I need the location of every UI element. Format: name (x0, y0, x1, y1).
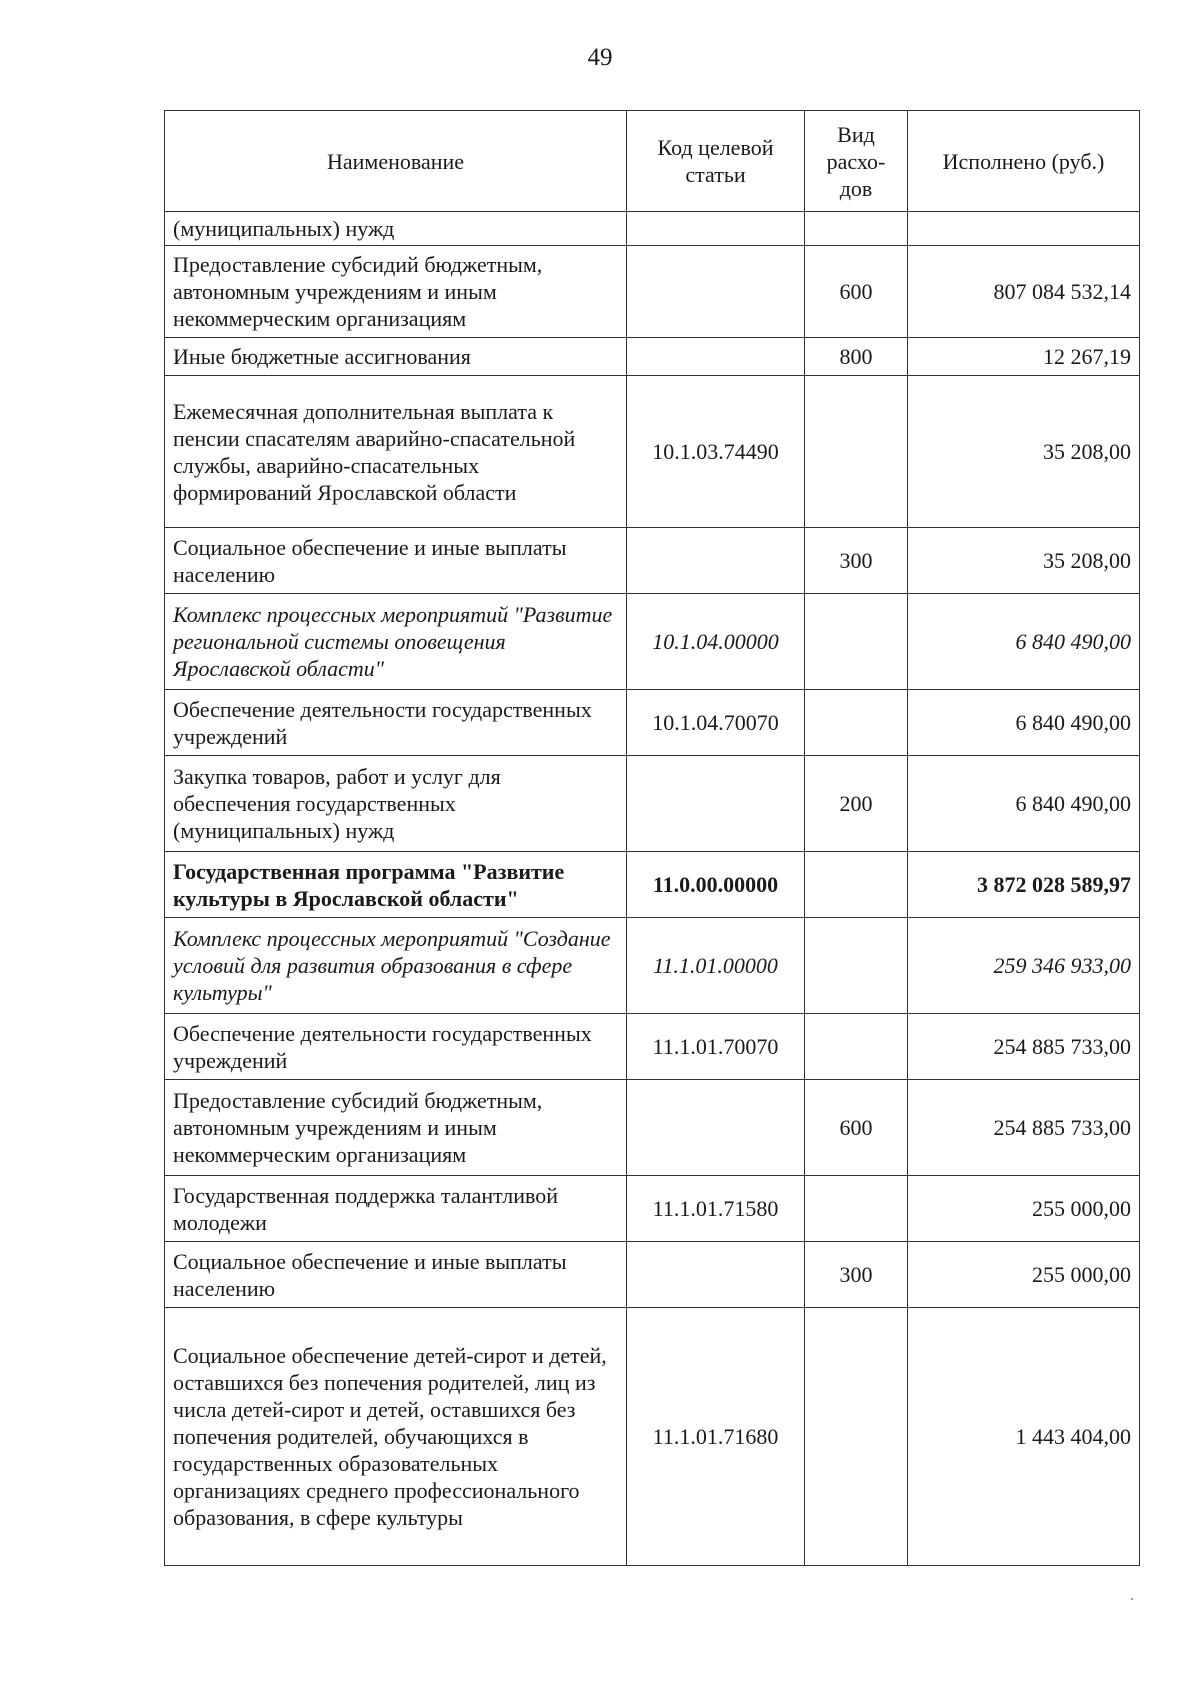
cell-name: Закупка товаров, работ и услуг для обеспечения государственных (муниципальных) нужд (165, 756, 627, 852)
cell-kind (805, 1308, 908, 1566)
table-row (165, 918, 1140, 1014)
cell-name: Ежемесячная дополнительная выплата к пенсии спасателям аварийно-спасательной службы, аварийно-спасательных формирований Ярославской области (165, 376, 627, 528)
cell-kind: 600 (805, 246, 908, 338)
cell-kind (805, 376, 908, 528)
cell-kind (805, 852, 908, 918)
table-row (165, 690, 1140, 756)
cell-sum (908, 212, 1140, 246)
cell-kind: 800 (805, 338, 908, 376)
cell-kind (805, 594, 908, 690)
cell-kind (805, 212, 908, 246)
cell-sum: 6 840 490,00 (908, 690, 1140, 756)
cell-sum: 255 000,00 (908, 1242, 1140, 1308)
cell-sum: 1 443 404,00 (908, 1308, 1140, 1566)
table-row (165, 1014, 1140, 1080)
cell-sum: 6 840 490,00 (908, 594, 1140, 690)
cell-name: Социальное обеспечение детей-сирот и детей, оставшихся без попечения родителей, лиц из числа детей-сирот и детей, оставшихся без попечения родителей, обучающихся в государственных образовательных организациях среднего профессионального образования, в сфере культуры (165, 1308, 627, 1566)
cell-name: Обеспечение деятельности государственных учреждений (165, 690, 627, 756)
cell-sum: 255 000,00 (908, 1176, 1140, 1242)
cell-sum: 35 208,00 (908, 376, 1140, 528)
cell-code (627, 756, 805, 852)
cell-name: Предоставление субсидий бюджетным, автономным учреждениям и иным некоммерческим организациям (165, 246, 627, 338)
table-row (165, 594, 1140, 690)
table-row (165, 528, 1140, 594)
table-row (165, 212, 1140, 246)
cell-sum: 35 208,00 (908, 528, 1140, 594)
cell-code: 11.1.01.71680 (627, 1308, 805, 1566)
cell-kind (805, 918, 908, 1014)
cell-sum: 259 346 933,00 (908, 918, 1140, 1014)
table-row (165, 338, 1140, 376)
cell-name: Предоставление субсидий бюджетным, автономным учреждениям и иным некоммерческим организациям (165, 1080, 627, 1176)
cell-code (627, 528, 805, 594)
cell-name: Социальное обеспечение и иные выплаты населению (165, 528, 627, 594)
cell-kind: 300 (805, 528, 908, 594)
cell-code (627, 1080, 805, 1176)
scan-speck (1131, 1598, 1133, 1600)
cell-code: 11.1.01.71580 (627, 1176, 805, 1242)
cell-code: 11.1.01.00000 (627, 918, 805, 1014)
cell-sum: 254 885 733,00 (908, 1080, 1140, 1176)
cell-name: Социальное обеспечение и иные выплаты населению (165, 1242, 627, 1308)
cell-code (627, 1242, 805, 1308)
header-sum: Исполнено (руб.) (908, 111, 1140, 212)
table-row (165, 756, 1140, 852)
cell-sum: 3 872 028 589,97 (908, 852, 1140, 918)
table-row (165, 852, 1140, 918)
cell-name: (муниципальных) нужд (165, 212, 627, 246)
cell-code (627, 338, 805, 376)
table-row (165, 246, 1140, 338)
cell-kind (805, 1014, 908, 1080)
table-row (165, 1242, 1140, 1308)
cell-name: Комплекс процессных мероприятий "Развитие региональной системы оповещения Ярославской области" (165, 594, 627, 690)
page-number: 49 (587, 44, 613, 71)
cell-code: 11.1.01.70070 (627, 1014, 805, 1080)
cell-code: 10.1.04.00000 (627, 594, 805, 690)
table-row (165, 1176, 1140, 1242)
cell-kind (805, 1176, 908, 1242)
cell-kind (805, 690, 908, 756)
cell-sum: 12 267,19 (908, 338, 1140, 376)
cell-code: 10.1.03.74490 (627, 376, 805, 528)
table-row (165, 1080, 1140, 1176)
table-row (165, 376, 1140, 528)
table-body (165, 212, 1140, 1566)
cell-name: Комплекс процессных мероприятий "Создание условий для развития образования в сфере культуры" (165, 918, 627, 1014)
cell-code (627, 212, 805, 246)
cell-kind: 600 (805, 1080, 908, 1176)
header-code: Код целевой статьи (627, 111, 805, 212)
budget-table (164, 110, 1140, 1566)
cell-kind: 200 (805, 756, 908, 852)
cell-sum: 807 084 532,14 (908, 246, 1140, 338)
cell-code (627, 246, 805, 338)
cell-code: 11.0.00.00000 (627, 852, 805, 918)
cell-name: Государственная поддержка талантливой молодежи (165, 1176, 627, 1242)
cell-sum: 6 840 490,00 (908, 756, 1140, 852)
cell-name: Иные бюджетные ассигнования (165, 338, 627, 376)
cell-sum: 254 885 733,00 (908, 1014, 1140, 1080)
cell-code: 10.1.04.70070 (627, 690, 805, 756)
cell-kind: 300 (805, 1242, 908, 1308)
header-name: Наименование (165, 111, 627, 212)
table-header-row (165, 111, 1140, 212)
cell-name: Обеспечение деятельности государственных учреждений (165, 1014, 627, 1080)
table-row (165, 1308, 1140, 1566)
cell-name: Государственная программа "Развитие культуры в Ярославской области" (165, 852, 627, 918)
header-kind: Вид расхо- дов (805, 111, 908, 212)
